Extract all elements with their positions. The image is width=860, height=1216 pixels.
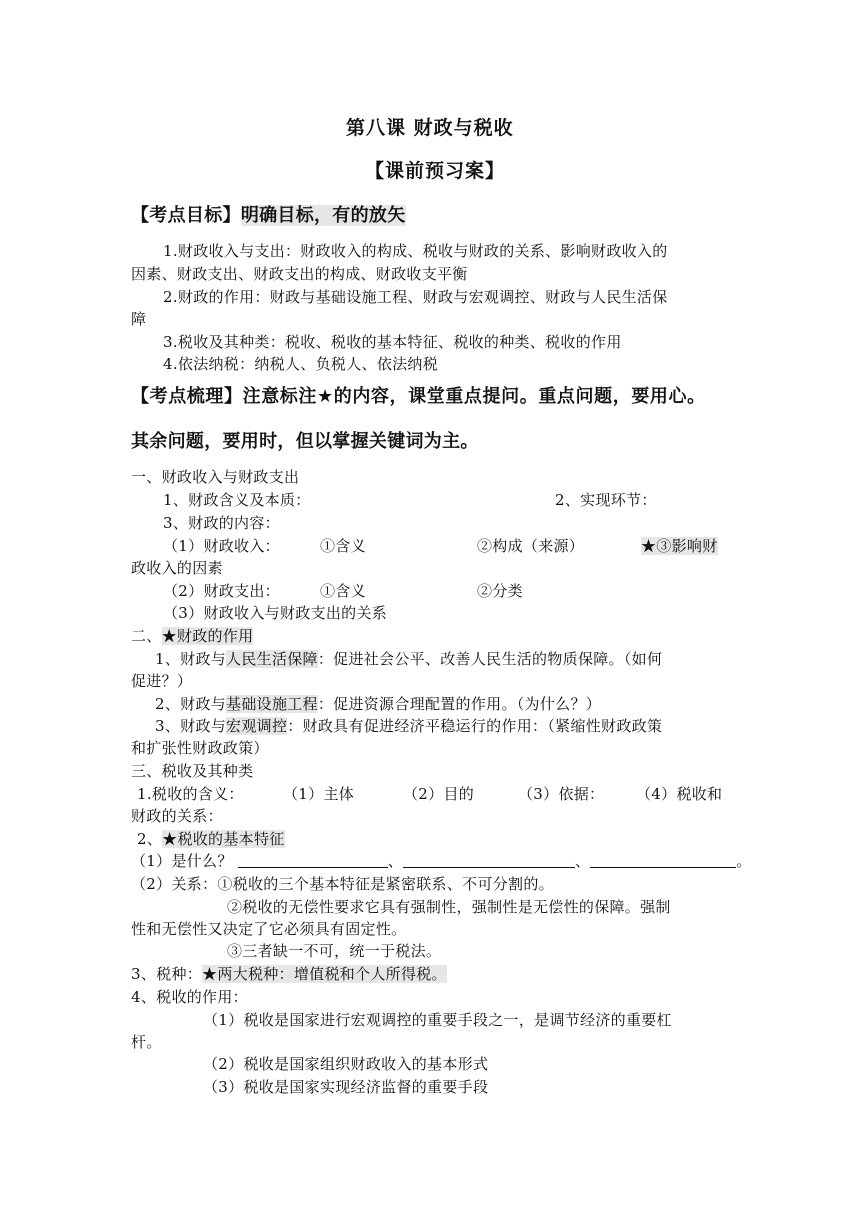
s1-relation: （3）财政收入与财政支出的关系 (163, 604, 388, 622)
s1-expenditure-label: （2）财政支出： (163, 582, 280, 600)
s3-q1-label: 1.税收的含义： (137, 785, 244, 803)
s1-item-3: 3、财政的内容： (163, 514, 280, 532)
s2-point-1-cont: 促进？） (131, 672, 193, 690)
section-1-title: 一、财政收入与财政支出 (131, 468, 300, 486)
answer-blank-1[interactable] (238, 852, 388, 868)
objective-item-2-line-2: 障 (131, 310, 147, 328)
answer-blank-2[interactable] (403, 852, 575, 868)
s1-item-1: 1、财政含义及本质： (163, 491, 311, 509)
s3-function-2: （2）税收是国家组织财政收入的基本形式 (203, 1055, 489, 1073)
section-2-title: 二、★财政的作用 (131, 627, 254, 645)
section-3-title: 三、税收及其种类 (131, 762, 254, 780)
s2-point-2: 2、财政与基础设施工程：促进资源合理配置的作用。（为什么？） (155, 695, 602, 713)
s3-relation-3: ③三者缺一不可，统一于税法。 (227, 942, 442, 960)
objective-item-3: 3.税收及其种类：税收、税收的基本特征、税收的种类、税收的作用 (163, 333, 622, 351)
s3-relation-1: （2）关系：①税收的三个基本特征是紧密联系、不可分割的。 (131, 875, 554, 893)
objective-item-4: 4.依法纳税：纳税人、负税人、依法纳税 (163, 355, 439, 373)
answer-blank-3[interactable] (590, 852, 736, 868)
s3-q1-subject: （1）主体 (283, 785, 355, 803)
s1-revenue-label: （1）财政收入： (163, 537, 280, 555)
s3-q1-relation-cont: 财政的关系： (131, 807, 223, 825)
s3-q1-relation: （4）税收和 (636, 785, 723, 803)
s3-q3: 3、税种：★两大税种：增值税和个人所得税。 (131, 965, 447, 983)
s3-q1-basis: （3）依据： (518, 785, 605, 803)
outline-heading-line-2: 其余问题，要用时，但以掌握关键词为主。 (131, 431, 479, 452)
s3-q1-purpose: （2）目的 (403, 785, 475, 803)
s1-revenue-factors: ★③影响财 (641, 537, 718, 555)
objectives-heading (131, 205, 406, 227)
s1-expenditure-types: ②分类 (477, 582, 523, 600)
s1-expenditure-meaning: ①含义 (320, 582, 366, 600)
s3-relation-2: ②税收的无偿性要求它具有强制性，强制性是无偿性的保障。强制 (227, 898, 671, 916)
s3-what-line: （1）是什么？ 、 、 。 (131, 852, 752, 870)
objective-item-1-line-1: 1.财政收入与支出：财政收入的构成、税收与财政的关系、影响财政收入的 (163, 242, 668, 260)
s2-point-1: 1、财政与人民生活保障：促进社会公平、改善人民生活的物质保障。（如何 (155, 650, 663, 668)
page-title: 第八课 财政与税收 (346, 117, 514, 139)
s3-q4: 4、税收的作用： (131, 988, 248, 1006)
s1-revenue-factors-cont: 政收入的因素 (131, 559, 223, 577)
objectives-slogan: 明确目标，有的放矢 (240, 205, 406, 226)
s2-point-3-cont: 和扩张性财政政策） (131, 739, 269, 757)
outline-heading-line-1: 【考点梳理】注意标注★的内容，课堂重点提问。重点问题，要用心。 (131, 386, 706, 407)
s3-function-1: （1）税收是国家进行宏观调控的重要手段之一，是调节经济的重要杠 (203, 1011, 672, 1029)
s2-point-3: 3、财政与宏观调控：财政具有促进经济平稳运行的作用：（紧缩性财政政策 (155, 717, 663, 735)
s1-revenue-composition: ②构成（来源） (477, 537, 585, 555)
s3-function-1-cont: 杆。 (131, 1033, 162, 1051)
objective-item-2-line-1: 2.财政的作用：财政与基础设施工程、财政与宏观调控、财政与人民生活保 (163, 288, 668, 306)
page-subtitle: 【课前预习案】 (365, 160, 506, 182)
objectives-label: 【考点目标】 (131, 205, 241, 226)
s3-q2-title: 2、★税收的基本特征 (137, 830, 285, 848)
objective-item-1-line-2: 因素、财政支出、财政支出的构成、财政收支平衡 (131, 265, 468, 283)
s1-revenue-meaning: ①含义 (320, 537, 366, 555)
s3-relation-2-cont: 性和无偿性又决定了它必须具有固定性。 (131, 920, 407, 938)
s1-item-2: 2、实现环节： (555, 491, 657, 509)
s3-function-3: （3）税收是国家实现经济监督的重要手段 (203, 1078, 489, 1096)
